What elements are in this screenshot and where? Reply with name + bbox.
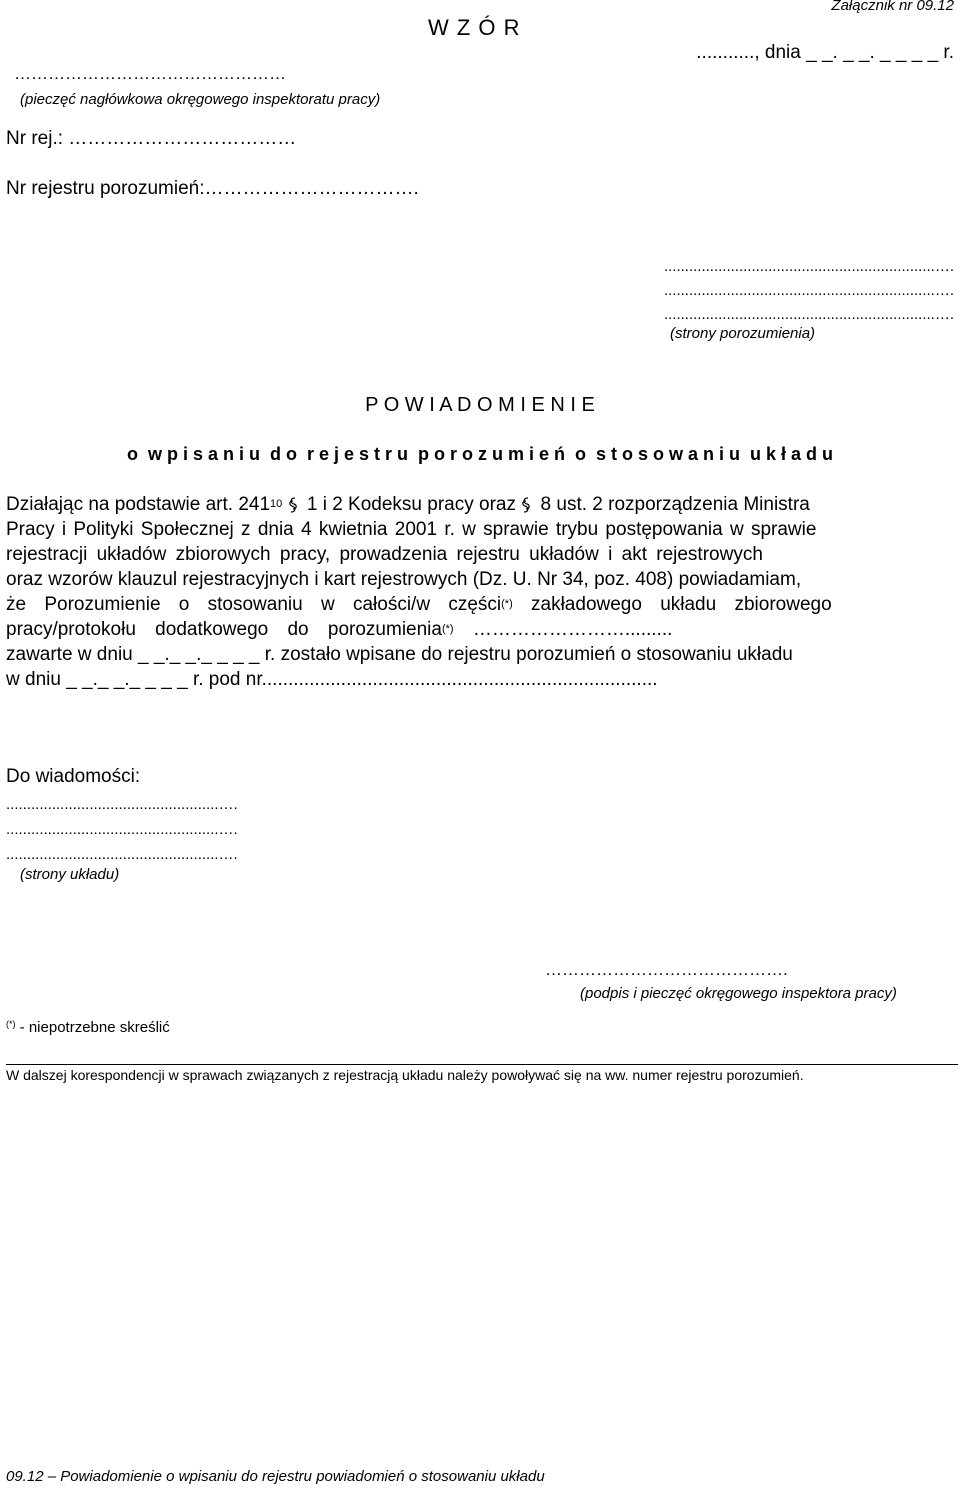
recipients-caption: (strony układu)	[20, 866, 120, 883]
place-date-field: ..........., dnia _ _. _ _. _ _ _ _ r.	[696, 42, 954, 63]
parties-line-3: .................................................................….	[663, 306, 954, 323]
body-line-4: oraz wzorów klauzul rejestracyjnych i kart rejestrowych (Dz. U. Nr 34, poz. 408) powiadamiam,	[6, 569, 802, 590]
body-line-1	[6, 492, 954, 518]
body-line-7: zawarte w dniu _ _._ _._ _ _ _ r. zostało wpisane do rejestru porozumień o stosowaniu układu	[6, 644, 793, 665]
signature-dots: …………………………………….	[545, 960, 788, 979]
parties-caption: (strony porozumienia)	[670, 325, 816, 342]
nr-rej-field: Nr rej.: ………………………………	[6, 128, 297, 149]
body-line-1c: 8 ust. 2 rozporządzenia Ministra	[540, 494, 810, 515]
recipients-heading: Do wiadomości:	[6, 766, 141, 787]
body-line-3: rejestracji układów zbiorowych pracy, prowadzenia rejestru układów i akt rejestrowych	[6, 544, 763, 565]
body-line-6b: …………………….........	[472, 619, 673, 640]
recipients-line-3: ...................................................….	[6, 846, 238, 863]
nr-rejestru-field: Nr rejestru porozumień:…………………………….	[6, 178, 419, 199]
parties-line-2: .................................................................….	[663, 282, 954, 299]
body-line-2: Pracy i Polityki Społecznej z dnia 4 kwietnia 2001 r. w sprawie trybu postępowania w sprawie	[6, 519, 817, 540]
body-line-1-sup: 10	[270, 498, 283, 510]
body-line-6a: pracy/protokołu dodatkowego do porozumienia	[6, 619, 442, 640]
notice-title: P O W I A D O M I E N I E	[365, 394, 595, 416]
paragraph-sign-icon-2	[521, 492, 535, 518]
correspondence-note: W dalszej korespondencji w sprawach związanych z rejestracją układu należy powoływać się na ww. numer rejestru porozumień.	[6, 1067, 804, 1083]
body-line-5a: że Porozumienie o stosowaniu w całości/w części	[6, 594, 502, 615]
recipients-line-1: ...................................................….	[6, 796, 238, 813]
page-footer: 09.12 – Powiadomienie o wpisaniu do rejestru powiadomień o stosowaniu układu	[6, 1468, 545, 1485]
footnote-text: - niepotrzebne skreślić	[15, 1019, 170, 1036]
signature-caption: (podpis i pieczęć okręgowego inspektora pracy)	[580, 985, 897, 1002]
body-line-1a: Działając na podstawie art. 241	[6, 494, 271, 515]
body-line-8: w dniu _ _._ _._ _ _ _ r. pod nr...........................................................................	[6, 669, 658, 690]
footnote-mark: (*)	[6, 1019, 16, 1029]
body-line-5	[6, 592, 954, 618]
body-line-6-sup: (*)	[441, 623, 454, 635]
parties-line-1: .................................................................….	[663, 258, 954, 275]
attachment-label: Załącznik nr 09.12	[831, 0, 954, 14]
footnote	[6, 1019, 170, 1036]
body-line-5b: zakładowego układu zbiorowego	[531, 594, 832, 615]
body-line-6	[6, 617, 954, 643]
recipients-line-2: ...................................................….	[6, 821, 238, 838]
body-line-1b: 1 i 2 Kodeksu pracy oraz	[306, 494, 516, 515]
paragraph-sign-icon	[288, 492, 302, 518]
stamp-caption: (pieczęć nagłówkowa okręgowego inspektoratu pracy)	[20, 91, 381, 108]
divider-line	[6, 1064, 958, 1065]
document-title-wzor: W Z Ó R	[428, 15, 521, 40]
notice-subtitle: o w p i s a n i u d o r e j e s t r u p o r o z u m i e ń o s t o s o w a n i u u k ł a d u	[126, 444, 834, 464]
body-line-5-sup: (*)	[501, 598, 513, 610]
stamp-dots: …………………………………………	[14, 64, 286, 83]
